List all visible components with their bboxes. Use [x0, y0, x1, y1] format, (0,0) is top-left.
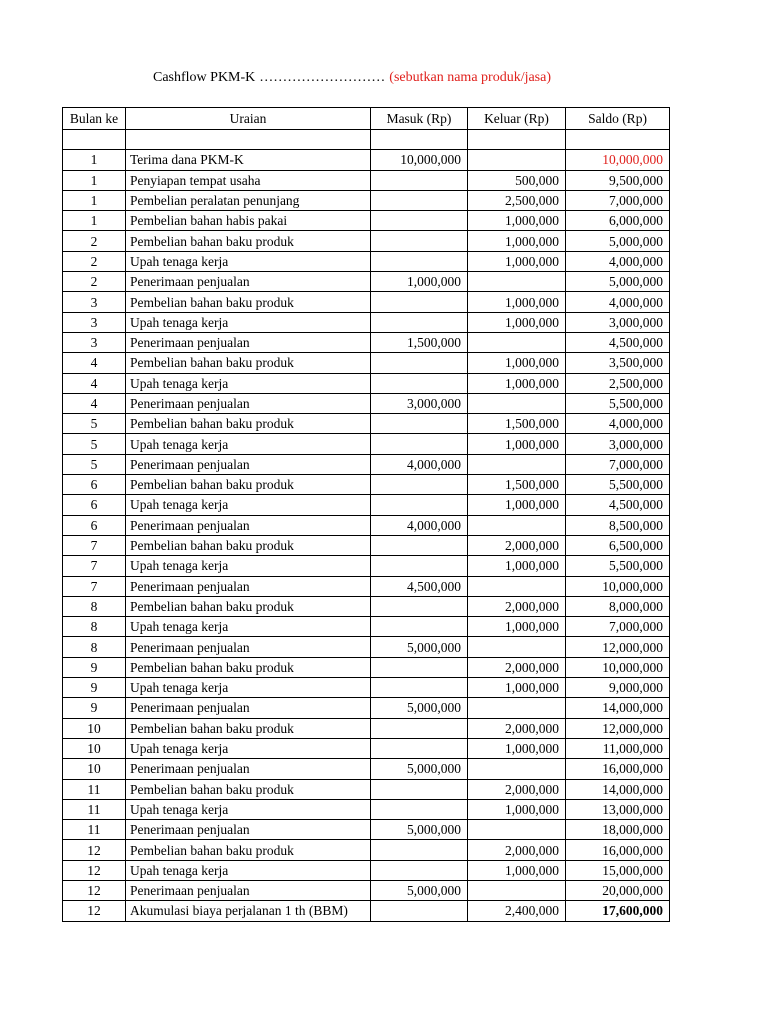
table-row	[63, 454, 670, 474]
cell-description: Upah tenaga kerja	[126, 495, 371, 515]
cell-balance: 10,000,000	[566, 657, 670, 677]
table-row	[63, 393, 670, 413]
cell-month: 5	[63, 454, 126, 474]
cell-balance: 3,500,000	[566, 353, 670, 373]
cell-income	[371, 495, 468, 515]
table-row	[63, 759, 670, 779]
cell-month: 10	[63, 759, 126, 779]
cell-month: 9	[63, 678, 126, 698]
empty-row	[63, 130, 670, 150]
cell-description: Upah tenaga kerja	[126, 799, 371, 819]
empty-cell	[566, 130, 670, 150]
cell-income: 4,500,000	[371, 576, 468, 596]
cell-month: 3	[63, 312, 126, 332]
cell-balance: 17,600,000	[566, 901, 670, 921]
cell-income: 1,500,000	[371, 332, 468, 352]
cell-month: 7	[63, 576, 126, 596]
table-row	[63, 901, 670, 921]
table-header	[63, 108, 670, 130]
cell-expense: 2,000,000	[468, 657, 566, 677]
cell-description: Upah tenaga kerja	[126, 373, 371, 393]
cell-income	[371, 475, 468, 495]
cell-income	[371, 353, 468, 373]
cell-expense: 2,000,000	[468, 535, 566, 555]
cell-expense: 1,000,000	[468, 799, 566, 819]
cell-expense	[468, 759, 566, 779]
cell-expense	[468, 637, 566, 657]
cell-description: Pembelian bahan baku produk	[126, 535, 371, 555]
cell-balance: 14,000,000	[566, 779, 670, 799]
cell-expense: 1,000,000	[468, 678, 566, 698]
cell-income	[371, 414, 468, 434]
cell-income: 1,000,000	[371, 272, 468, 292]
cell-description: Pembelian bahan baku produk	[126, 475, 371, 495]
cell-description: Penerimaan penjualan	[126, 332, 371, 352]
cell-description: Akumulasi biaya perjalanan 1 th (BBM)	[126, 901, 371, 921]
cell-balance: 16,000,000	[566, 840, 670, 860]
cell-expense: 1,000,000	[468, 373, 566, 393]
table-row	[63, 373, 670, 393]
cell-income: 4,000,000	[371, 454, 468, 474]
cell-balance: 7,000,000	[566, 190, 670, 210]
cell-income	[371, 738, 468, 758]
cell-balance: 4,000,000	[566, 414, 670, 434]
cell-description: Penerimaan penjualan	[126, 637, 371, 657]
cell-expense	[468, 820, 566, 840]
cell-month: 12	[63, 880, 126, 900]
header-row	[63, 108, 670, 130]
title-note: (sebutkan nama produk/jasa)	[389, 70, 552, 85]
empty-cell	[63, 130, 126, 150]
cell-description: Penerimaan penjualan	[126, 515, 371, 535]
cell-month: 11	[63, 779, 126, 799]
cell-balance: 3,000,000	[566, 434, 670, 454]
cell-month: 2	[63, 231, 126, 251]
table-row	[63, 251, 670, 271]
cell-balance: 11,000,000	[566, 738, 670, 758]
cell-balance: 2,500,000	[566, 373, 670, 393]
cell-income: 4,000,000	[371, 515, 468, 535]
cell-income: 5,000,000	[371, 637, 468, 657]
cashflow-table	[62, 107, 670, 922]
cell-income	[371, 231, 468, 251]
cell-description: Pembelian bahan baku produk	[126, 840, 371, 860]
table-row	[63, 698, 670, 718]
cell-expense	[468, 515, 566, 535]
cell-month: 12	[63, 840, 126, 860]
cell-description: Pembelian bahan baku produk	[126, 231, 371, 251]
cell-balance: 7,000,000	[566, 454, 670, 474]
cell-income	[371, 312, 468, 332]
cell-income	[371, 251, 468, 271]
cell-description: Upah tenaga kerja	[126, 860, 371, 880]
cell-income	[371, 840, 468, 860]
cell-income	[371, 799, 468, 819]
cell-month: 10	[63, 718, 126, 738]
cell-income: 5,000,000	[371, 759, 468, 779]
table-row	[63, 190, 670, 210]
cell-expense: 1,000,000	[468, 738, 566, 758]
cell-expense: 1,000,000	[468, 860, 566, 880]
table-row	[63, 637, 670, 657]
cell-expense	[468, 576, 566, 596]
table-row	[63, 332, 670, 352]
cell-balance: 18,000,000	[566, 820, 670, 840]
cell-description: Upah tenaga kerja	[126, 251, 371, 271]
cell-income: 5,000,000	[371, 820, 468, 840]
cell-month: 2	[63, 251, 126, 271]
cell-description: Upah tenaga kerja	[126, 678, 371, 698]
cell-expense	[468, 880, 566, 900]
cell-month: 1	[63, 170, 126, 190]
cell-month: 8	[63, 637, 126, 657]
table-row	[63, 820, 670, 840]
table-row	[63, 738, 670, 758]
cell-income	[371, 170, 468, 190]
cell-expense: 2,500,000	[468, 190, 566, 210]
cell-month: 4	[63, 393, 126, 413]
cell-balance: 20,000,000	[566, 880, 670, 900]
cell-income	[371, 535, 468, 555]
cell-income	[371, 373, 468, 393]
cell-month: 12	[63, 860, 126, 880]
table-body	[63, 130, 670, 922]
table-row	[63, 475, 670, 495]
cell-month: 10	[63, 738, 126, 758]
cell-expense: 1,000,000	[468, 231, 566, 251]
cell-expense: 2,400,000	[468, 901, 566, 921]
cell-expense: 2,000,000	[468, 779, 566, 799]
table-row	[63, 353, 670, 373]
table-row	[63, 312, 670, 332]
cell-month: 8	[63, 617, 126, 637]
cell-month: 4	[63, 353, 126, 373]
cell-expense: 1,000,000	[468, 556, 566, 576]
table-row	[63, 434, 670, 454]
empty-cell	[126, 130, 371, 150]
cell-income	[371, 779, 468, 799]
cell-month: 11	[63, 799, 126, 819]
cell-expense: 1,500,000	[468, 414, 566, 434]
cell-month: 8	[63, 596, 126, 616]
cell-description: Upah tenaga kerja	[126, 434, 371, 454]
header-description: Uraian	[126, 108, 371, 130]
table-row	[63, 535, 670, 555]
table-row	[63, 596, 670, 616]
table-row	[63, 657, 670, 677]
table-row	[63, 150, 670, 170]
cell-income	[371, 190, 468, 210]
cell-expense	[468, 698, 566, 718]
cell-income	[371, 292, 468, 312]
cell-balance: 4,000,000	[566, 292, 670, 312]
cell-description: Pembelian bahan baku produk	[126, 718, 371, 738]
cell-balance: 9,000,000	[566, 678, 670, 698]
header-balance: Saldo (Rp)	[566, 108, 670, 130]
cell-income	[371, 657, 468, 677]
cell-month: 12	[63, 901, 126, 921]
cell-expense: 2,000,000	[468, 718, 566, 738]
cell-balance: 16,000,000	[566, 759, 670, 779]
table-row	[63, 556, 670, 576]
cell-expense	[468, 454, 566, 474]
cell-expense	[468, 272, 566, 292]
cell-description: Pembelian bahan baku produk	[126, 353, 371, 373]
cell-description: Pembelian bahan habis pakai	[126, 211, 371, 231]
cell-expense: 1,000,000	[468, 251, 566, 271]
table-row	[63, 840, 670, 860]
cell-expense: 500,000	[468, 170, 566, 190]
cell-month: 3	[63, 332, 126, 352]
cell-balance: 7,000,000	[566, 617, 670, 637]
cell-balance: 12,000,000	[566, 718, 670, 738]
cell-description: Penerimaan penjualan	[126, 820, 371, 840]
cell-income: 10,000,000	[371, 150, 468, 170]
table-row	[63, 678, 670, 698]
cell-month: 3	[63, 292, 126, 312]
cell-description: Pembelian bahan baku produk	[126, 779, 371, 799]
cell-description: Terima dana PKM-K	[126, 150, 371, 170]
table-row	[63, 272, 670, 292]
cell-expense: 1,000,000	[468, 312, 566, 332]
cell-income	[371, 596, 468, 616]
cell-balance: 15,000,000	[566, 860, 670, 880]
cell-balance: 12,000,000	[566, 637, 670, 657]
table-row	[63, 617, 670, 637]
cell-balance: 5,000,000	[566, 231, 670, 251]
table-row	[63, 231, 670, 251]
cell-income: 3,000,000	[371, 393, 468, 413]
cell-description: Upah tenaga kerja	[126, 312, 371, 332]
cell-expense	[468, 150, 566, 170]
cell-balance: 5,500,000	[566, 556, 670, 576]
cell-income	[371, 718, 468, 738]
cell-month: 5	[63, 434, 126, 454]
cell-expense	[468, 393, 566, 413]
header-income: Masuk (Rp)	[371, 108, 468, 130]
cell-balance: 4,500,000	[566, 495, 670, 515]
cell-month: 5	[63, 414, 126, 434]
cell-month: 9	[63, 698, 126, 718]
cell-income	[371, 617, 468, 637]
cell-description: Penerimaan penjualan	[126, 454, 371, 474]
cell-month: 7	[63, 535, 126, 555]
cell-balance: 4,000,000	[566, 251, 670, 271]
header-month: Bulan ke	[63, 108, 126, 130]
cell-description: Pembelian bahan baku produk	[126, 596, 371, 616]
cell-description: Upah tenaga kerja	[126, 738, 371, 758]
cell-balance: 8,000,000	[566, 596, 670, 616]
table-row	[63, 515, 670, 535]
cell-balance: 10,000,000	[566, 150, 670, 170]
cell-description: Pembelian bahan baku produk	[126, 657, 371, 677]
cell-description: Penerimaan penjualan	[126, 880, 371, 900]
cell-balance: 6,500,000	[566, 535, 670, 555]
cell-balance: 3,000,000	[566, 312, 670, 332]
cell-month: 6	[63, 495, 126, 515]
cell-description: Penerimaan penjualan	[126, 759, 371, 779]
cell-balance: 4,500,000	[566, 332, 670, 352]
cell-expense: 1,000,000	[468, 434, 566, 454]
cell-income	[371, 556, 468, 576]
cell-expense: 1,000,000	[468, 617, 566, 637]
cell-balance: 5,000,000	[566, 272, 670, 292]
cell-description: Penerimaan penjualan	[126, 698, 371, 718]
cell-expense: 1,000,000	[468, 495, 566, 515]
cell-balance: 9,500,000	[566, 170, 670, 190]
title-prefix: Cashflow PKM-K	[153, 70, 256, 85]
cell-income: 5,000,000	[371, 880, 468, 900]
cell-month: 7	[63, 556, 126, 576]
table-row	[63, 211, 670, 231]
cell-month: 1	[63, 211, 126, 231]
cell-balance: 5,500,000	[566, 475, 670, 495]
cell-balance: 6,000,000	[566, 211, 670, 231]
cell-income	[371, 860, 468, 880]
cell-month: 1	[63, 150, 126, 170]
table-row	[63, 576, 670, 596]
cell-balance: 14,000,000	[566, 698, 670, 718]
cell-balance: 13,000,000	[566, 799, 670, 819]
cell-description: Penyiapan tempat usaha	[126, 170, 371, 190]
empty-cell	[468, 130, 566, 150]
document-title	[153, 70, 551, 86]
table-row	[63, 779, 670, 799]
cell-balance: 10,000,000	[566, 576, 670, 596]
cell-balance: 5,500,000	[566, 393, 670, 413]
cell-month: 6	[63, 475, 126, 495]
table-row	[63, 799, 670, 819]
cell-description: Pembelian bahan baku produk	[126, 414, 371, 434]
cell-month: 9	[63, 657, 126, 677]
cell-income	[371, 434, 468, 454]
cell-expense: 1,500,000	[468, 475, 566, 495]
table-row	[63, 880, 670, 900]
header-expense: Keluar (Rp)	[468, 108, 566, 130]
table-row	[63, 860, 670, 880]
cell-expense: 2,000,000	[468, 596, 566, 616]
table-row	[63, 292, 670, 312]
empty-cell	[371, 130, 468, 150]
cell-income: 5,000,000	[371, 698, 468, 718]
cell-description: Penerimaan penjualan	[126, 576, 371, 596]
cell-month: 2	[63, 272, 126, 292]
cell-month: 4	[63, 373, 126, 393]
cell-income	[371, 678, 468, 698]
cell-expense: 2,000,000	[468, 840, 566, 860]
table-row	[63, 414, 670, 434]
cell-month: 6	[63, 515, 126, 535]
cell-month: 1	[63, 190, 126, 210]
cell-expense: 1,000,000	[468, 211, 566, 231]
cell-description: Penerimaan penjualan	[126, 393, 371, 413]
title-dots: ………………………	[259, 70, 386, 85]
table-row	[63, 170, 670, 190]
cell-description: Pembelian peralatan penunjang	[126, 190, 371, 210]
table-row	[63, 495, 670, 515]
cell-description: Upah tenaga kerja	[126, 556, 371, 576]
cell-expense: 1,000,000	[468, 353, 566, 373]
table-row	[63, 718, 670, 738]
cell-income	[371, 901, 468, 921]
cell-balance: 8,500,000	[566, 515, 670, 535]
cell-expense	[468, 332, 566, 352]
cell-month: 11	[63, 820, 126, 840]
cell-description: Pembelian bahan baku produk	[126, 292, 371, 312]
cell-expense: 1,000,000	[468, 292, 566, 312]
cell-description: Upah tenaga kerja	[126, 617, 371, 637]
cell-description: Penerimaan penjualan	[126, 272, 371, 292]
cell-income	[371, 211, 468, 231]
